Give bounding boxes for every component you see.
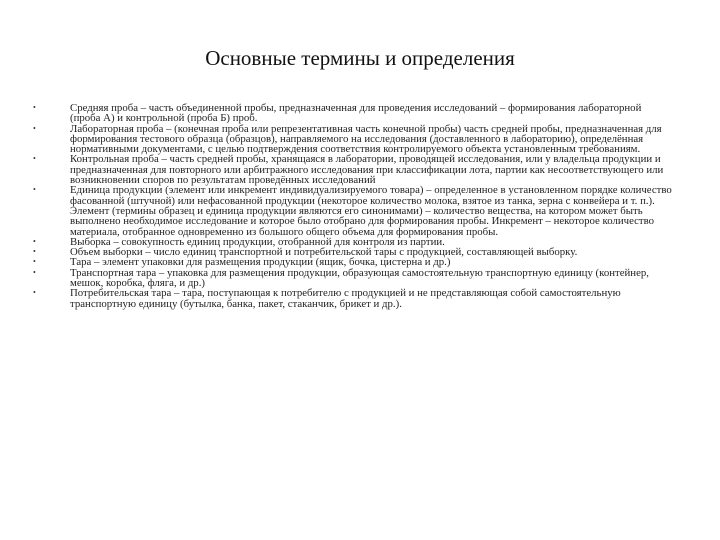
term-text: Средняя проба – часть объединенной пробы, предназначенная для проведения исследований – формирования лабораторной (проба А) и контрольной (проба Б) проб. xyxy=(70,102,642,125)
list-item-sample-average xyxy=(33,103,673,124)
term-text: Выборка – совокупность единиц продукции, отобранной для контроля из партии. xyxy=(70,235,445,248)
term-text: Единица продукции (элемент или инкремент индивидуализируемого товара) – определенное в установленном порядке количество фасованной (штучной) или нефасованной продукции (некоторое количество молока, взятое из танка, зерна с конвейера и т. п.). Элемент (термины образец и единица продукции являются его синонимами) – количество вещества, на котором может быть выполнено необходимое исследование и которое было отобрано для формирования пробы. Инкремент – некоторое количество материала, отобранное одновременно из большого общего объема для формирования пробы. xyxy=(70,184,672,238)
bullet-icon: • xyxy=(33,257,36,267)
bullet-icon: • xyxy=(33,267,36,277)
bullet-icon: • xyxy=(33,236,36,246)
term-text: Объем выборки – число единиц транспортной и потребительской тары с продукцией, составляющей выборку. xyxy=(70,246,578,259)
bullet-icon: • xyxy=(33,288,36,298)
bullet-icon: • xyxy=(33,123,36,133)
term-text: Тара – элемент упаковки для размещения продукции (ящик, бочка, цистерна и др.) xyxy=(70,256,451,269)
bullet-icon: • xyxy=(33,103,36,112)
term-text: Потребительская тара – тара, поступающая к потребителю с продукцией и не представляющая собой самостоятельную транспортную единицу (бутылка, банка, пакет, стаканчик, брикет и др.). xyxy=(70,287,621,310)
list-item-sample-control xyxy=(33,154,673,185)
term-text: Лабораторная проба – (конечная проба или репрезентативная часть конечной пробы) часть средней пробы, предназначенная для формирования тестового образца (образцов), направляемого на исследования (доставленного в лабораторию), определённая нормативными документами, с целью подтверждения соответствия контролируемого объекта установленным требованиям. xyxy=(70,122,662,156)
list-item-product-unit xyxy=(33,185,673,236)
bullet-icon: • xyxy=(33,247,36,257)
term-text: Контрольная проба – часть средней пробы, хранящаяся в лаборатории, проводящей исследования, или у владельца продукции и предназначенная для повторного или арбитражного исследования при классификации лота, партии как несоответствующего или возникновении споров по результатам проведённых исследований xyxy=(70,153,664,187)
bullet-icon: • xyxy=(33,185,36,195)
list-item-consumer-container xyxy=(33,288,673,309)
terms-list xyxy=(33,103,673,309)
slide-title: Основные термины и определения xyxy=(205,46,515,70)
list-item-sample-laboratory xyxy=(33,124,673,155)
bullet-icon: • xyxy=(33,154,36,164)
list-item-transport-container xyxy=(33,268,673,289)
term-text: Транспортная тара – упаковка для размещения продукции, образующая самостоятельную транспортную единицу (контейнер, мешок, коробка, фляга, и др.) xyxy=(70,266,649,290)
